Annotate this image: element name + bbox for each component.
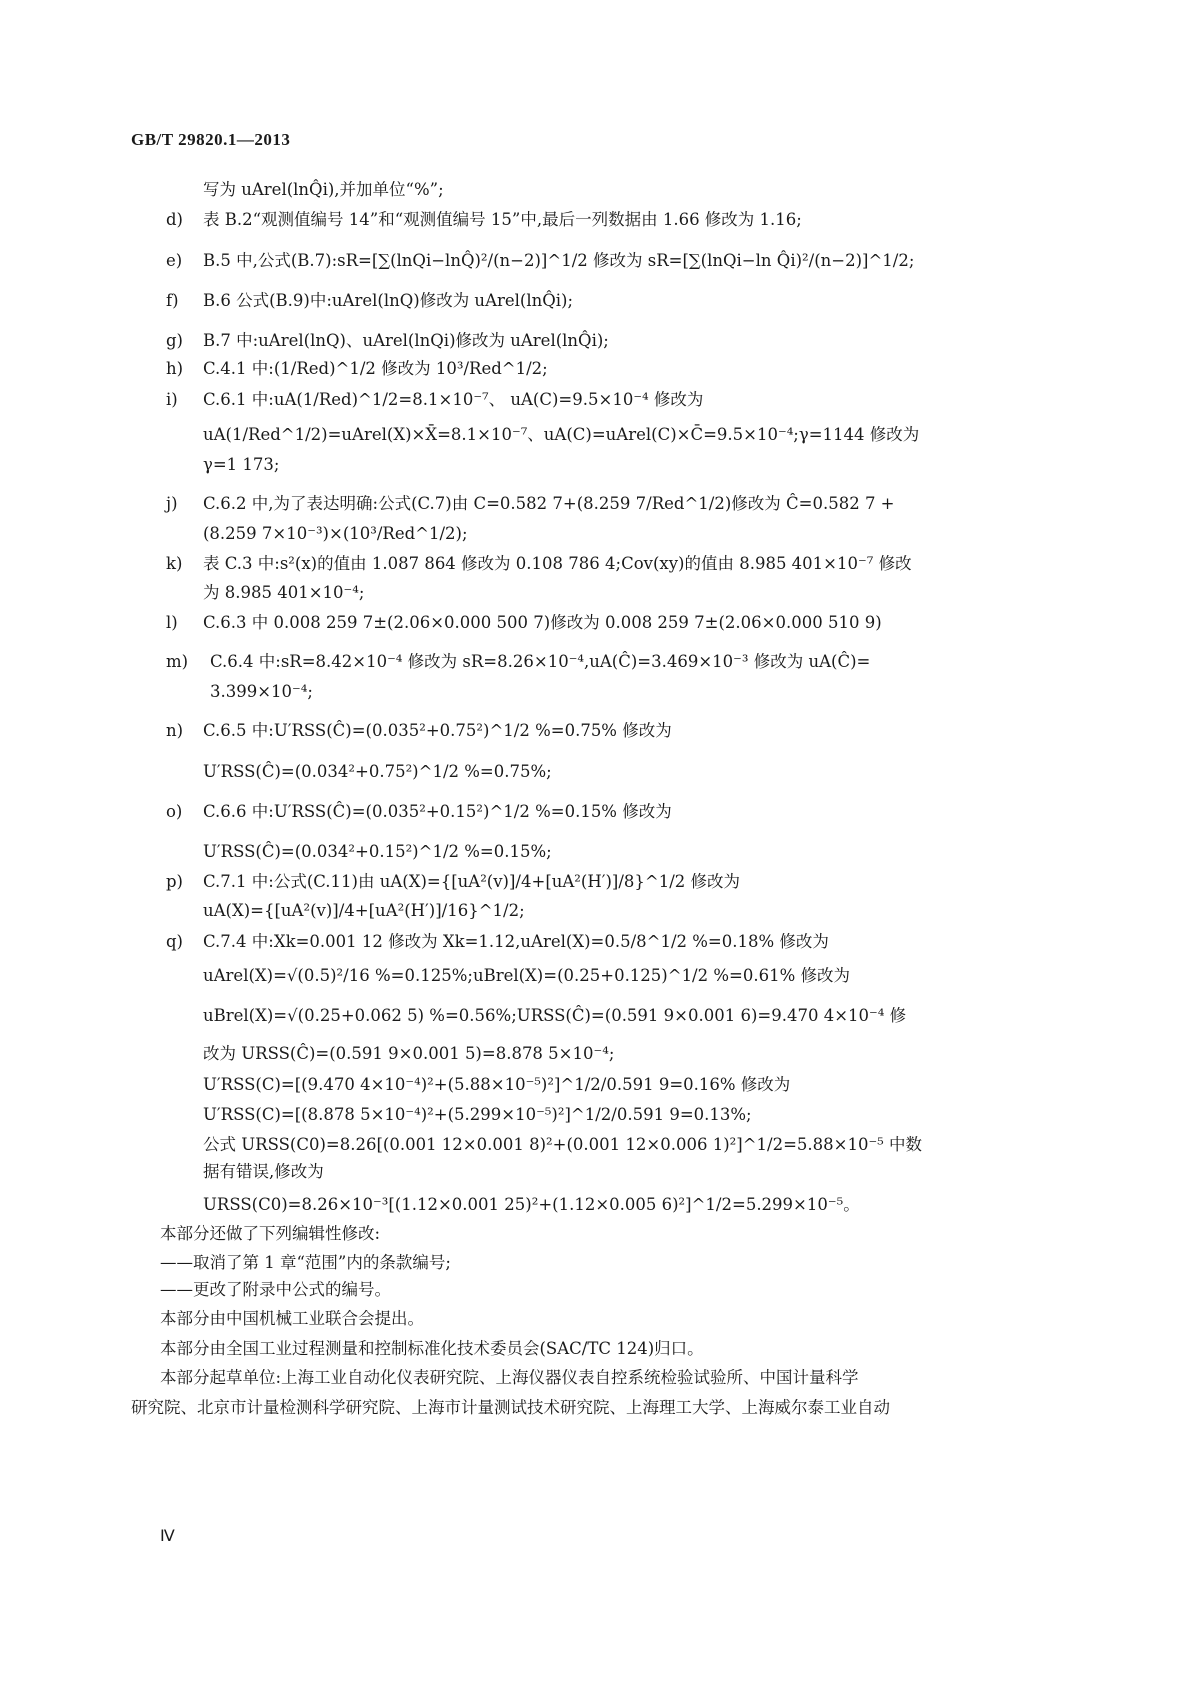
item-marker-p: p) — [166, 872, 183, 891]
item-marker-i: i) — [166, 390, 178, 409]
paragraph-committee: 本部分由全国工业过程测量和控制标准化技术委员会(SAC/TC 124)归口。 — [160, 1339, 704, 1358]
item-d-line: 表 B.2“观测值编号 14”和“观测值编号 15”中,最后一列数据由 1.66 修改为 1.16; — [203, 210, 802, 229]
page-number: Ⅳ — [160, 1528, 176, 1545]
item-q-line-5: U′RSS(C)=[(9.470 4×10⁻⁴)²+(5.88×10⁻⁵)²]^1/2/0.591 9=0.16% 修改为 — [203, 1075, 791, 1094]
paragraph-drafting-units-1: 本部分起草单位:上海工业自动化仪表研究院、上海仪器仪表自控系统检验试验所、中国计量科学 — [160, 1368, 859, 1387]
item-marker-o: o) — [166, 802, 183, 821]
item-q-line-4: 改为 URSS(Ĉ)=(0.591 9×0.001 5)=8.878 5×10⁻⁴; — [203, 1044, 615, 1063]
item-o-line-1: C.6.6 中:U′RSS(Ĉ)=(0.035²+0.15²)^1/2 %=0.15% 修改为 — [203, 802, 672, 821]
item-marker-h: h) — [166, 359, 184, 378]
item-m-line-1: C.6.4 中:sR=8.42×10⁻⁴ 修改为 sR=8.26×10⁻⁴,uA(Ĉ)=3.469×10⁻³ 修改为 uA(Ĉ)= — [210, 652, 871, 671]
item-f-line: B.6 公式(B.9)中:uArel(lnQ)修改为 uArel(lnQ̂i); — [203, 291, 574, 310]
item-q-line-1: C.7.4 中:Xk=0.001 12 修改为 Xk=1.12,uArel(X)=0.5/8^1/2 %=0.18% 修改为 — [203, 932, 829, 951]
item-marker-n: n) — [166, 721, 184, 740]
item-c-cont-line: 写为 uArel(lnQ̂i),并加单位“%”; — [203, 180, 444, 199]
item-i-line-3: γ=1 173; — [203, 455, 280, 474]
item-l-line: C.6.3 中 0.008 259 7±(2.06×0.000 500 7)修改为 0.008 259 7±(2.06×0.000 510 9) — [203, 613, 882, 632]
item-o-line-2: U′RSS(Ĉ)=(0.034²+0.15²)^1/2 %=0.15%; — [203, 842, 552, 861]
paragraph-editorial-2: ——更改了附录中公式的编号。 — [160, 1280, 391, 1299]
item-j-line-2: (8.259 7×10⁻³)×(10³/Red^1/2); — [203, 524, 468, 543]
item-m-line-2: 3.399×10⁻⁴; — [210, 682, 313, 701]
item-marker-k: k) — [166, 554, 183, 573]
paragraph-editorial-intro: 本部分还做了下列编辑性修改: — [160, 1224, 381, 1243]
paragraph-editorial-1: ——取消了第 1 章“范围”内的条款编号; — [160, 1253, 451, 1272]
item-e-line: B.5 中,公式(B.7):sR=[∑(lnQi−lnQ̂)²/(n−2)]^1/2 修改为 sR=[∑(lnQi−ln Q̂i)²/(n−2)]^1/2; — [203, 251, 915, 270]
item-q-line-9: URSS(C0)=8.26×10⁻³[(1.12×0.001 25)²+(1.12×0.005 6)²]^1/2=5.299×10⁻⁵。 — [203, 1195, 860, 1214]
item-marker-e: e) — [166, 251, 183, 270]
item-marker-g: g) — [166, 331, 183, 350]
item-k-line-1: 表 C.3 中:s²(x)的值由 1.087 864 修改为 0.108 786 4;Cov(xy)的值由 8.985 401×10⁻⁷ 修改 — [203, 554, 912, 573]
item-g-line: B.7 中:uArel(lnQ)、uArel(lnQi)修改为 uArel(lnQ̂i); — [203, 331, 609, 350]
paragraph-proposer: 本部分由中国机械工业联合会提出。 — [160, 1309, 424, 1328]
item-marker-j: j) — [166, 494, 178, 513]
item-q-line-8: 据有错误,修改为 — [203, 1162, 324, 1181]
item-i-line-2: uA(1/Red^1/2)=uArel(X)×X̄=8.1×10⁻⁷、uA(C)=uArel(C)×C̄=9.5×10⁻⁴;γ=1144 修改为 — [203, 425, 920, 444]
item-i-line-1: C.6.1 中:uA(1/Red)^1/2=8.1×10⁻⁷、 uA(C)=9.5×10⁻⁴ 修改为 — [203, 390, 704, 409]
item-q-line-6: U′RSS(C)=[(8.878 5×10⁻⁴)²+(5.299×10⁻⁵)²]^1/2/0.591 9=0.13%; — [203, 1105, 752, 1124]
item-q-line-3: uBrel(X)=√(0.25+0.062 5) %=0.56%;URSS(Ĉ)=(0.591 9×0.001 6)=9.470 4×10⁻⁴ 修 — [203, 1006, 907, 1025]
item-q-line-7: 公式 URSS(C0)=8.26[(0.001 12×0.001 8)²+(0.001 12×0.006 1)²]^1/2=5.88×10⁻⁵ 中数 — [203, 1135, 923, 1154]
item-j-line-1: C.6.2 中,为了表达明确:公式(C.7)由 C=0.582 7+(8.259 7/Red^1/2)修改为 Ĉ=0.582 7 + — [203, 494, 895, 513]
item-p-line-2: uA(X)={[uA²(v)]/4+[uA²(H′)]/16}^1/2; — [203, 901, 525, 920]
item-marker-m: m) — [166, 652, 189, 671]
item-marker-f: f) — [166, 291, 179, 310]
item-marker-l: l) — [166, 613, 178, 632]
paragraph-drafting-units-2: 研究院、北京市计量检测科学研究院、上海市计量测试技术研究院、上海理工大学、上海威尔泰工业自动 — [131, 1398, 890, 1417]
item-marker-q: q) — [166, 932, 183, 951]
item-p-line-1: C.7.1 中:公式(C.11)由 uA(X)={[uA²(v)]/4+[uA²(H′)]/8}^1/2 修改为 — [203, 872, 741, 891]
item-k-line-2: 为 8.985 401×10⁻⁴; — [203, 583, 365, 602]
item-n-line-1: C.6.5 中:U′RSS(Ĉ)=(0.035²+0.75²)^1/2 %=0.75% 修改为 — [203, 721, 672, 740]
item-h-line: C.4.1 中:(1/Red)^1/2 修改为 10³/Red^1/2; — [203, 359, 548, 378]
standard-number-header: GB/T 29820.1—2013 — [131, 130, 291, 149]
item-marker-d: d) — [166, 210, 183, 229]
item-n-line-2: U′RSS(Ĉ)=(0.034²+0.75²)^1/2 %=0.75%; — [203, 762, 552, 781]
item-q-line-2: uArel(X)=√(0.5)²/16 %=0.125%;uBrel(X)=(0.25+0.125)^1/2 %=0.61% 修改为 — [203, 966, 851, 985]
